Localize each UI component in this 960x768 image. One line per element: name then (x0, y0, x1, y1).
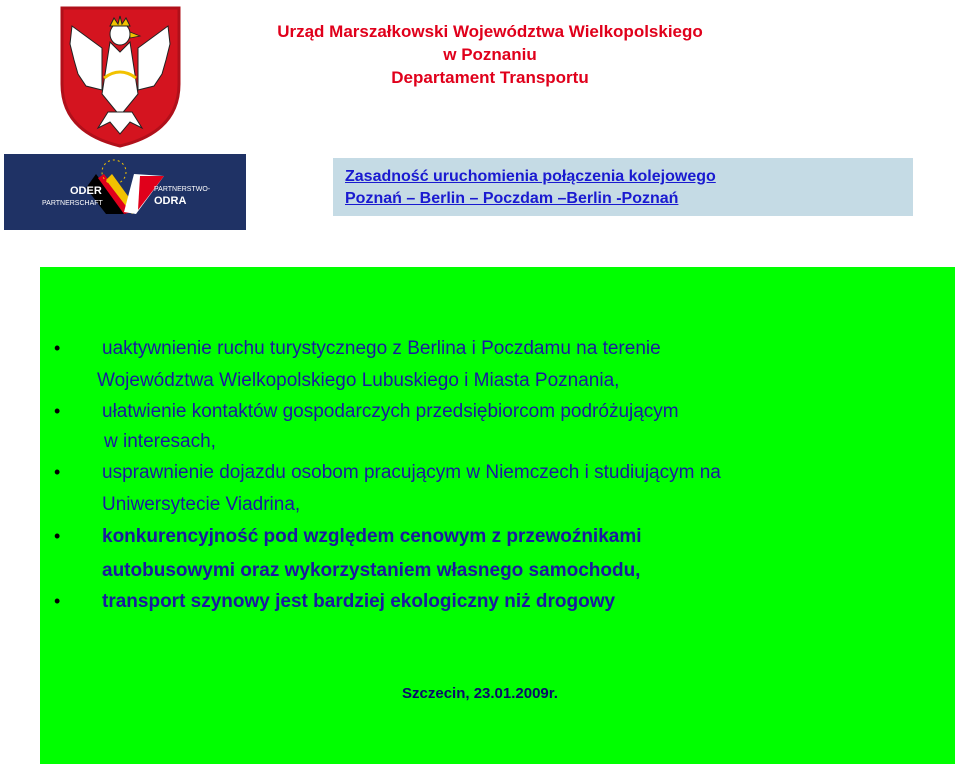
header-line-1: Urząd Marszałkowski Województwa Wielkopolskiego (277, 22, 703, 41)
bullet-marker: • (54, 526, 61, 546)
logo-right-text-2: ODRA (154, 195, 187, 207)
header-line-2: w Poznaniu (443, 45, 537, 64)
bullet-3-line-1: usprawnienie dojazdu osobom pracującym w Niemczech i studiującym na (102, 462, 721, 483)
bullet-1-line-1: uaktywnienie ruchu turystycznego z Berlina i Poczdamu na terenie (102, 338, 661, 359)
footer-date: Szczecin, 23.01.2009r. (402, 685, 558, 702)
header (200, 20, 780, 89)
bullet-2-line-1: ułatwienie kontaktów gospodarczych przedsiębiorcom podróżującym (102, 401, 679, 422)
title-box (333, 158, 913, 216)
bullet-marker: • (54, 401, 61, 421)
header-line-3: Departament Transportu (391, 68, 589, 87)
logo-left-text-2: PARTNERSCHAFT (42, 200, 103, 207)
logo-right-text-1: PARTNERSTWO- (154, 186, 211, 193)
bullet-marker: • (54, 591, 61, 611)
bullet-marker: • (54, 338, 61, 358)
bullet-4-line-2: autobusowymi oraz wykorzystaniem własnego samochodu, (102, 560, 641, 581)
title-line-2: Poznań – Berlin – Poczdam –Berlin -Poznań (345, 190, 679, 207)
bullet-5-line-1: transport szynowy jest bardziej ekologiczny niż drogowy (102, 591, 616, 612)
bullet-3-line-2: Uniwersytecie Viadrina, (102, 494, 301, 515)
bullet-1-line-2: Województwa Wielkopolskiego Lubuskiego i Miasta Poznania, (97, 370, 620, 391)
logo-left-text-1: ODER (70, 185, 102, 197)
bullet-4-line-1: konkurencyjność pod względem cenowym z przewoźnikami (102, 526, 642, 547)
bullet-2-line-2: w interesach, (104, 431, 216, 452)
coat-of-arms-icon (58, 4, 183, 149)
oder-partnerschaft-logo (4, 154, 246, 230)
bullet-marker: • (54, 462, 61, 482)
title-line-1: Zasadność uruchomienia połączenia kolejowego (345, 168, 716, 185)
content-panel (40, 267, 955, 764)
